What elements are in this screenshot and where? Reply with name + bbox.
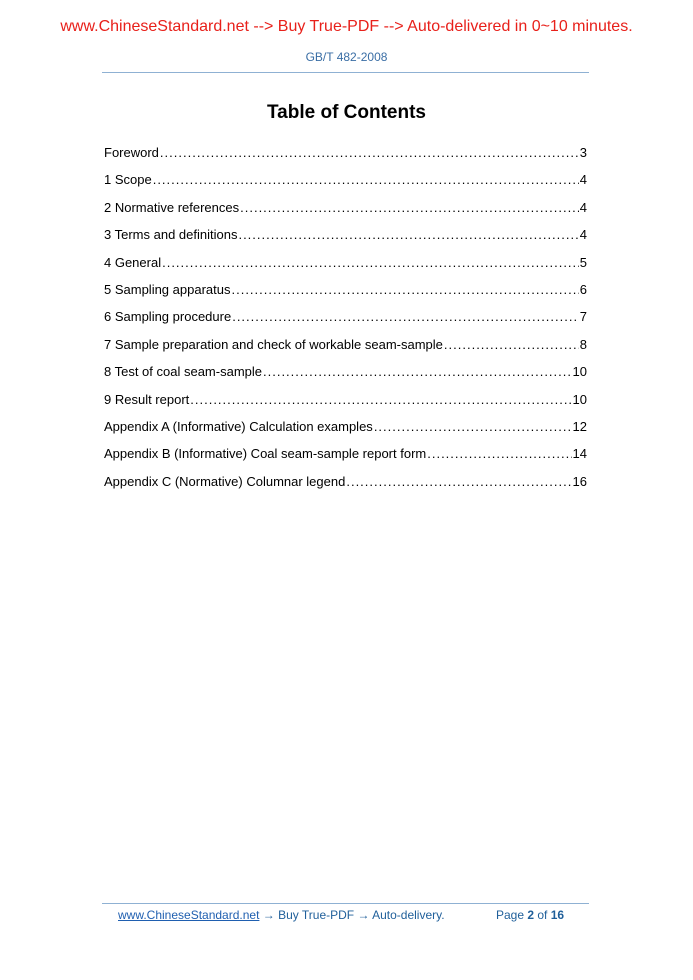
standard-code-header: GB/T 482-2008 (305, 50, 388, 64)
toc-entry-title: Appendix A (Informative) Calculation examples (104, 418, 373, 434)
toc-page-number: 3 (579, 145, 587, 160)
toc-entry-title: 8 Test of coal seam-sample (104, 364, 262, 380)
page-indicator (496, 908, 564, 922)
toc-entry[interactable] (104, 255, 587, 282)
toc-entry-title: 5 Sampling apparatus (104, 281, 231, 297)
toc-leader (153, 172, 579, 187)
toc-leader (444, 337, 579, 352)
toc-page-number: 4 (579, 172, 587, 188)
total-page-count: 16 (550, 908, 565, 922)
toc-entry[interactable] (104, 392, 587, 419)
toc-entry-title: 2 Normative references (104, 199, 240, 215)
toc-entry[interactable] (104, 145, 587, 172)
toc-entry[interactable] (104, 474, 587, 501)
toc-entry[interactable] (104, 227, 587, 254)
toc-page-number: 10 (572, 364, 587, 380)
toc-leader (190, 392, 571, 407)
toc-entry[interactable] (104, 364, 587, 391)
toc-leader (162, 255, 579, 270)
toc-leader (160, 145, 579, 160)
toc-entry[interactable] (104, 337, 587, 364)
header-divider (102, 72, 589, 73)
toc-entry[interactable] (104, 419, 587, 446)
toc-entry-title: 9 Result report (104, 391, 190, 407)
footer-site-link[interactable]: www.ChineseStandard.net (118, 908, 260, 922)
toc-entry-title: 7 Sample preparation and check of workable seam-sample (104, 336, 443, 352)
toc-entry-title: 4 General (104, 254, 162, 270)
page-footer (118, 908, 588, 922)
toc-page-number: 6 (579, 281, 587, 297)
toc-leader (238, 227, 578, 242)
footer-divider (102, 903, 589, 904)
toc-page-number: 8 (579, 336, 587, 352)
toc-leader (231, 282, 578, 297)
toc-entry-title: 6 Sampling procedure (104, 309, 232, 325)
promo-banner[interactable]: www.ChineseStandard.net --> Buy True-PDF --> Auto-delivered in 0~10 minutes. (60, 18, 633, 35)
toc-leader (374, 419, 572, 434)
current-page-number: 2 (527, 908, 535, 922)
toc-entry-title: Appendix C (Normative) Columnar legend (104, 473, 346, 489)
toc-entry-title: Foreword (104, 145, 159, 160)
toc-entry-title: Appendix B (Informative) Coal seam-sample report form (104, 446, 427, 462)
toc-entry[interactable] (104, 172, 587, 199)
toc-leader (232, 309, 579, 324)
toc-page-number: 12 (572, 418, 587, 434)
toc-page-number: 7 (579, 309, 587, 325)
toc-page-number: 4 (579, 227, 587, 243)
toc-entry[interactable] (104, 200, 587, 227)
toc-page-number: 5 (579, 254, 587, 270)
toc-leader (346, 474, 571, 489)
toc-title: Table of Contents (266, 102, 427, 123)
toc-page-number: 10 (572, 391, 587, 407)
toc-entry-title: 3 Terms and definitions (104, 227, 238, 243)
toc-leader (427, 446, 571, 461)
page-of-label: of (534, 908, 551, 922)
toc-entry[interactable] (104, 446, 587, 473)
page-label: Page (496, 908, 528, 922)
toc-leader (263, 364, 572, 379)
toc-leader (240, 200, 579, 215)
toc-list (104, 145, 587, 501)
toc-page-number: 14 (572, 446, 587, 462)
toc-entry[interactable] (104, 309, 587, 336)
toc-page-number: 16 (572, 473, 587, 489)
toc-entry-title: 1 Scope (104, 172, 152, 188)
toc-page-number: 4 (579, 199, 587, 215)
toc-entry[interactable] (104, 282, 587, 309)
footer-tagline: → Buy True-PDF → Auto-delivery. (259, 908, 445, 922)
